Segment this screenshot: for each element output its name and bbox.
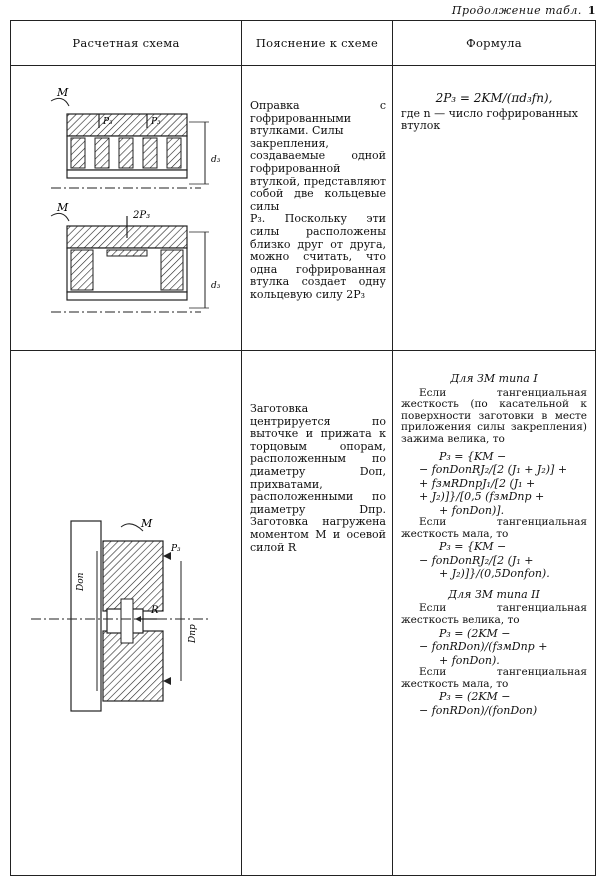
equation-line: P₃ = (2KM −	[439, 690, 511, 704]
table-row	[11, 66, 596, 351]
section2-mid: Если тангенциальная жесткость мала, то	[401, 666, 587, 690]
diameter-pr-label: Dпр	[188, 624, 198, 643]
equation-line: + fопDоп)].	[439, 503, 505, 517]
equation-1	[401, 450, 587, 518]
diameter-label-top: d₃	[211, 155, 221, 165]
equation-3	[401, 627, 587, 668]
explanation-line: закрепления, создаваемые одной гофрированной втулкой, представляют собой две кольцевые силы	[250, 136, 386, 213]
equation-line: − fопRDоп)/(fзмDпр +	[419, 640, 548, 654]
header-explanation: Пояснение к схеме	[242, 21, 393, 66]
row1-formula-cell	[393, 66, 596, 351]
explanation-line: P₃. Поскольку эти силы расположены близко друг от друга, можно считать, что одна гофрированная втулка создает одну кольцевую силу 2P₃	[250, 212, 386, 301]
row1-explanation-cell	[242, 66, 393, 351]
section1-intro: Если тангенциальная жесткость (по касательной к поверхности заготовки в месте приложения силы закрепления) зажима велика, то	[401, 386, 587, 445]
workpiece-clamping-diagram	[11, 351, 239, 871]
table-number: 1	[587, 4, 596, 17]
equation-line: + J₂)]}/(0,5Dопfоп).	[439, 567, 550, 581]
force-label-p1: P₃	[103, 117, 113, 127]
row2-formula-cell	[393, 351, 596, 876]
equation-2	[401, 540, 587, 581]
equation-4	[401, 690, 587, 717]
table-row	[11, 351, 596, 876]
moment-label: M	[141, 517, 153, 530]
diameter-op-label: Dоп	[76, 572, 86, 591]
table-continuation-label	[452, 4, 596, 17]
equation-line: − fопDопRJ₂/[2 (J₁ +	[419, 553, 534, 567]
equation-line: + J₂)]}/[0,5 (fзмDпр +	[419, 490, 545, 504]
section1-mid: Если тангенциальная жесткость мала, то	[401, 516, 587, 540]
moment-label-top: M	[57, 86, 69, 99]
equation-line: − fопDопRJ₂/[2 (J₁ + J₂)] +	[419, 463, 568, 477]
diameter-label-bottom: d₃	[211, 281, 221, 291]
row1-explanation	[242, 66, 392, 302]
header-scheme: Расчетная схема	[11, 21, 242, 66]
moment-label-bottom: M	[57, 201, 69, 214]
equation-line: + fзмRDпрJ₁/[2 (J₁ +	[419, 476, 536, 490]
section2-title: Для ЗМ типа II	[448, 587, 540, 601]
equation-line: P₃ = {KM −	[439, 540, 507, 554]
header-formula: Формула	[393, 21, 596, 66]
row1-formula-note: где n — число гофрированных втулок	[401, 106, 578, 133]
continuation-text: Продолжение табл.	[451, 4, 582, 17]
row1-diagram-cell	[11, 66, 242, 351]
equation-line: − fопRDоп)/(fопDоп)	[419, 703, 538, 717]
section1-title: Для ЗМ типа I	[450, 372, 538, 385]
force-label-2p: 2P₃	[133, 210, 151, 221]
section2-intro: Если тангенциальная жесткость велика, то	[401, 602, 587, 626]
axial-force-label: R	[151, 605, 159, 616]
row2-explanation-cell	[242, 351, 393, 876]
row1-formula: 2P₃ = 2KM/(πd₃fn),	[435, 91, 553, 105]
row2-diagram-cell	[11, 351, 242, 876]
row2-explanation: Заготовка центрируется по выточке и прижата к торцовым опорам, расположенным по диаметру Dоп, прихватами, расположенными по диаметру Dпр. Заготовка нагружена моментом M и осевой силой R	[250, 402, 386, 554]
force-label-p2: P₃	[151, 117, 161, 127]
corrugated-mandrel-diagram	[11, 66, 239, 346]
explanation-line: Оправка с гофрированными втулками. Силы	[250, 99, 386, 138]
formula-table	[10, 20, 596, 876]
clamp-force-label: P₃	[171, 544, 181, 554]
equation-line: P₃ = {KM −	[439, 449, 507, 463]
equation-line: + fопDоп).	[439, 653, 500, 667]
header-row	[11, 21, 596, 66]
equation-line: P₃ = (2KM −	[439, 626, 511, 640]
